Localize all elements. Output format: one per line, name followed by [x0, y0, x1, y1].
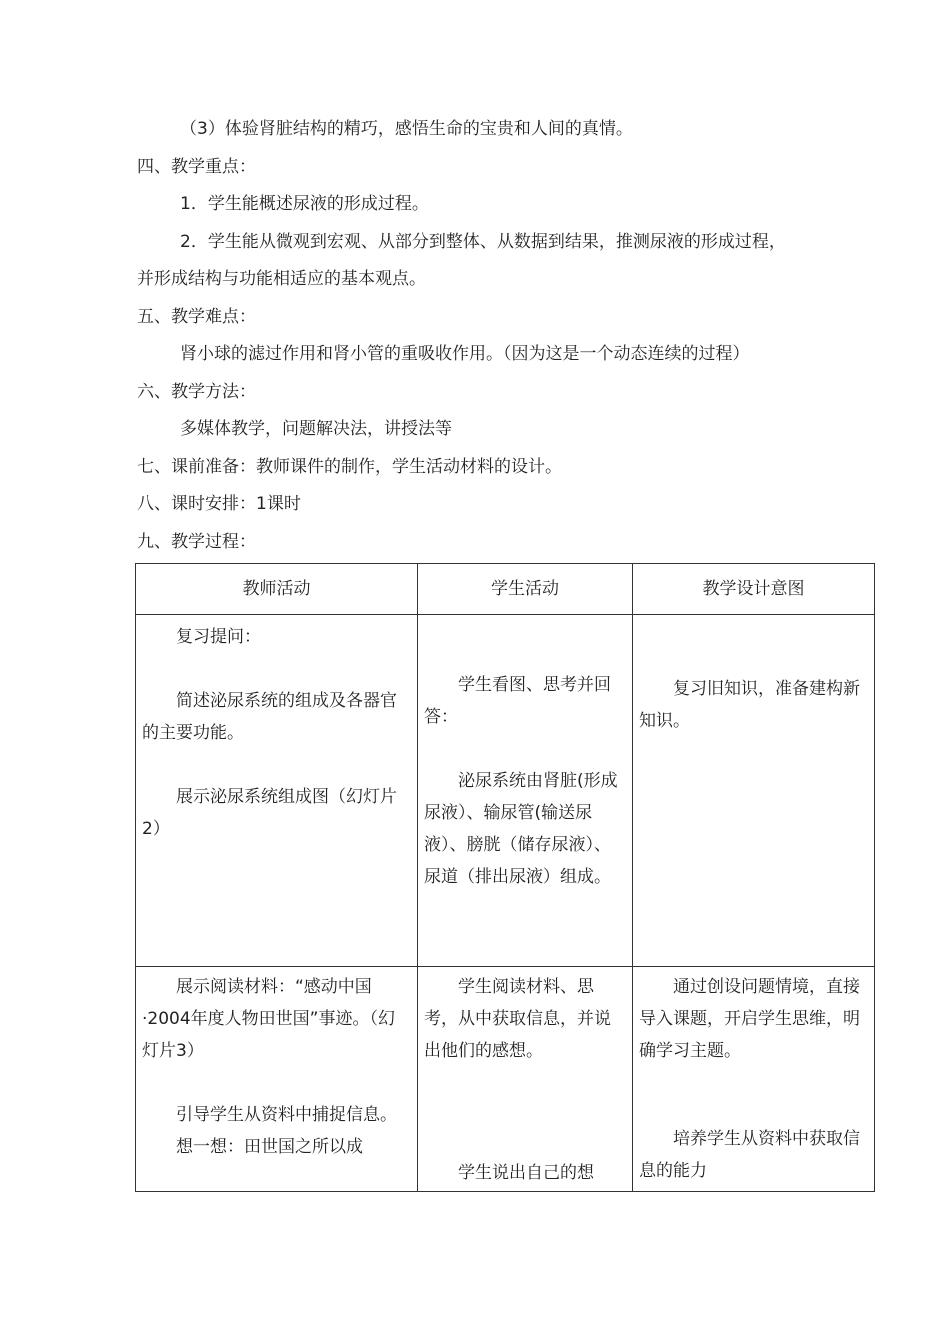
student-cell — [418, 615, 633, 967]
teaching-process-table — [135, 563, 875, 1192]
teacher-text: 想一想：田世国之所以成 — [176, 1137, 363, 1157]
section-9-heading: 九、教学过程： — [137, 532, 256, 552]
student-text: 学生看图、思考并回答： — [424, 675, 611, 727]
student-cell — [418, 967, 633, 1192]
intent-text: 复习旧知识，准备建构新知识。 — [639, 679, 860, 731]
teacher-text: 引导学生从资料中捕捉信息。 — [176, 1105, 397, 1125]
teacher-text: 复习提问： — [176, 627, 261, 647]
section-4-heading: 四、教学重点： — [137, 157, 256, 177]
intent-text: 通过创设问题情境，直接导入课题，开启学生思维，明确学习主题。 — [639, 977, 860, 1061]
teacher-cell — [136, 967, 418, 1192]
student-text: 泌尿系统由肾脏(形成尿液）、输尿管(输送尿液）、膀胱（储存尿液）、尿道（排出尿液）组成。 — [424, 771, 618, 887]
teacher-text: 展示阅读材料：“感动中国·2004年度人物田世国”事迹。（幻灯片3） — [142, 977, 395, 1061]
difficulty-text: 肾小球的滤过作用和肾小管的重吸收作用。（因为这是一个动态连续的过程） — [180, 344, 750, 364]
student-text: 学生阅读材料、思考，从中获取信息，并说出他们的感想。 — [424, 977, 611, 1061]
teacher-text: 展示泌尿系统组成图（幻灯片2） — [142, 787, 397, 839]
header-teacher-activity: 教师活动 — [136, 564, 418, 615]
method-text: 多媒体教学，问题解决法，讲授法等 — [180, 419, 452, 439]
key-point-2-line1: 2．学生能从微观到宏观、从部分到整体、从数据到结果，推测尿液的形成过程， — [180, 232, 786, 252]
intent-cell — [633, 615, 875, 967]
key-point-1: 1．学生能概述尿液的形成过程。 — [180, 194, 429, 214]
header-design-intent: 教学设计意图 — [633, 564, 875, 615]
table-header-row — [136, 564, 875, 615]
objective-3: （3）体验肾脏结构的精巧，感悟生命的宝贵和人间的真情。 — [180, 119, 633, 139]
intent-text: 培养学生从资料中获取信息的能力 — [639, 1129, 860, 1181]
intent-cell — [633, 967, 875, 1192]
section-5-heading: 五、教学难点： — [137, 307, 256, 327]
key-point-2-line2: 并形成结构与功能相适应的基本观点。 — [137, 269, 426, 289]
header-student-activity: 学生活动 — [418, 564, 633, 615]
student-text: 学生说出自己的想 — [458, 1163, 594, 1183]
teacher-text: 简述泌尿系统的组成及各器官的主要功能。 — [142, 691, 397, 743]
section-6-heading: 六、教学方法： — [137, 382, 256, 402]
section-8-heading: 八、课时安排：1课时 — [137, 494, 301, 514]
table-row — [136, 967, 875, 1192]
teacher-cell — [136, 615, 418, 967]
section-7-heading: 七、课前准备：教师课件的制作，学生活动材料的设计。 — [137, 457, 562, 477]
table-row — [136, 615, 875, 967]
